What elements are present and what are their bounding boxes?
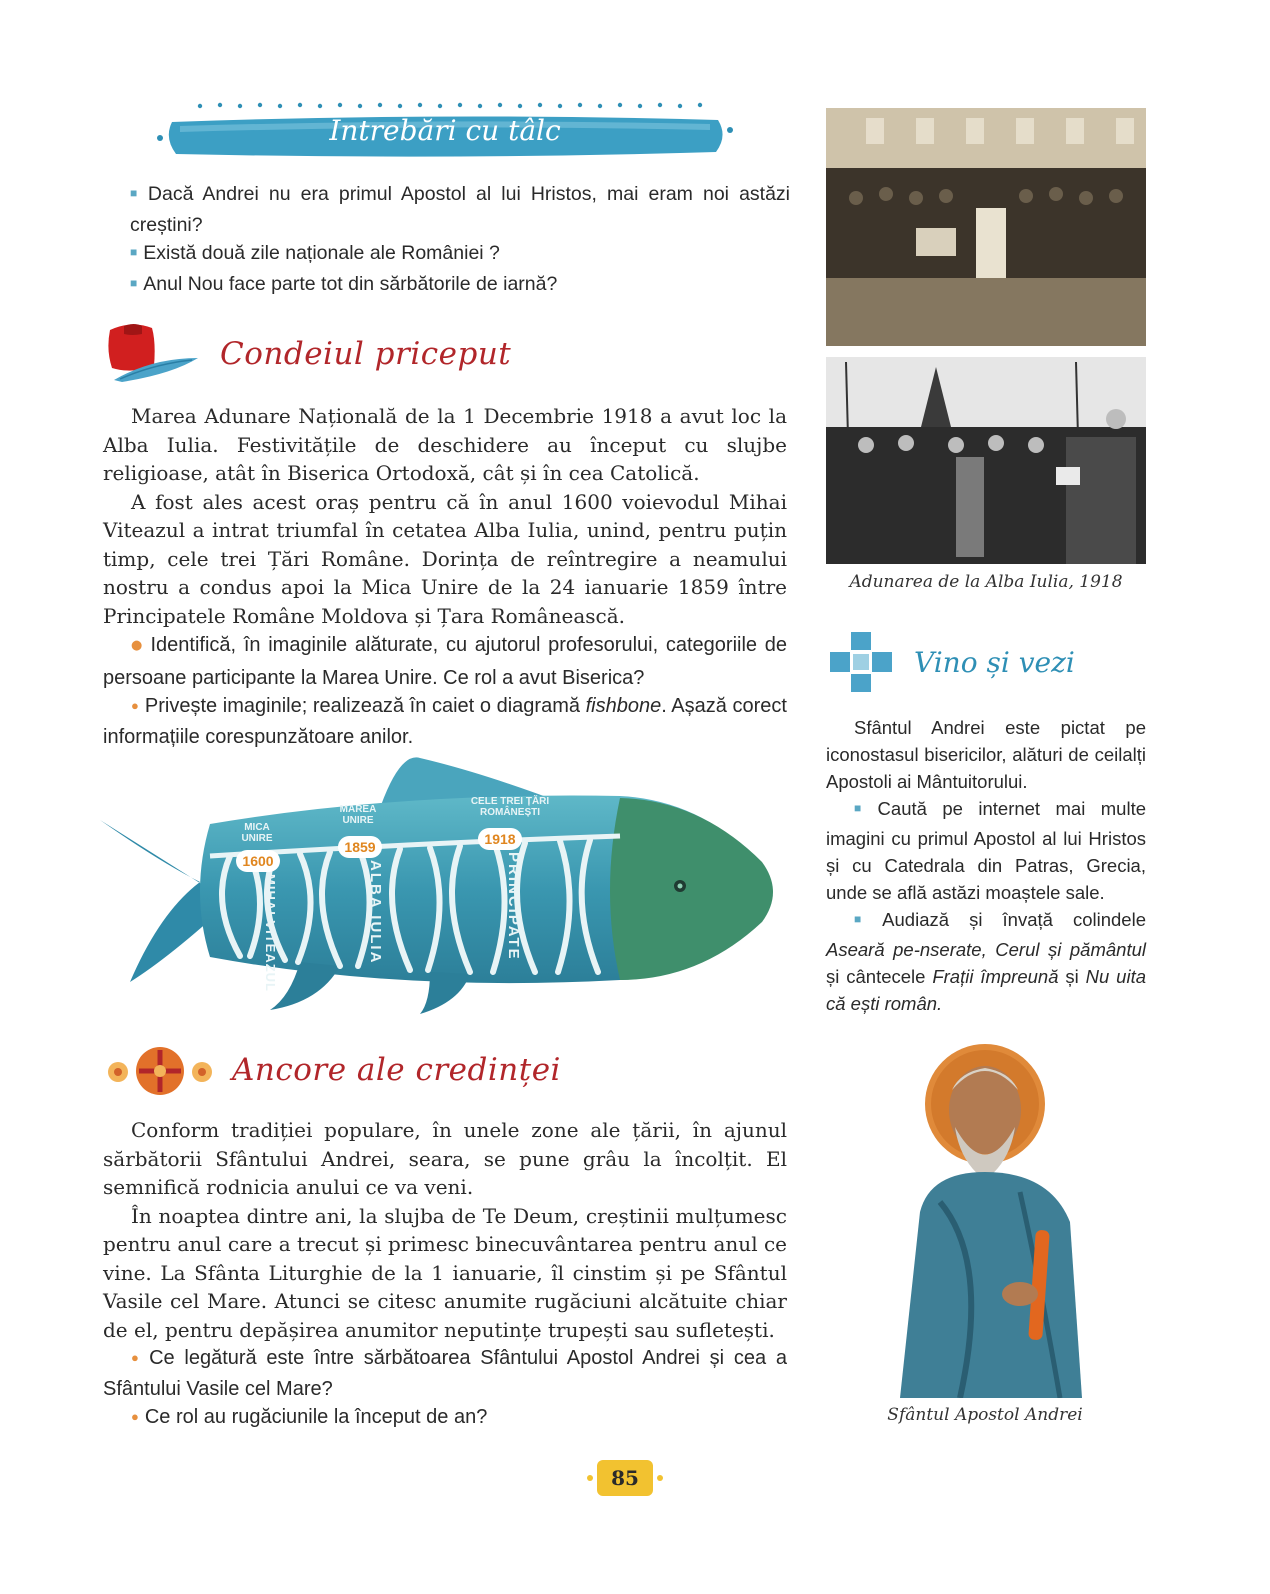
icon-caption: Sfântul Apostol Andrei — [887, 1405, 1083, 1425]
historic-photo-2 — [826, 357, 1146, 564]
fish-top-label: MAREA UNIRE — [339, 804, 377, 826]
fish-rib-label: ALBA IULIA — [367, 860, 384, 965]
task-text: Privește imaginile; realizează în caiet o diagramă — [144, 695, 586, 717]
mosaic-icon — [828, 630, 894, 694]
ornament-icon — [104, 1044, 216, 1098]
fish-illustration — [100, 752, 790, 1017]
task-text: și — [1058, 966, 1086, 987]
fishbone-diagram — [100, 752, 790, 1017]
task-item — [826, 906, 1146, 1017]
task-text: . Așază corect informațiile corespunzătoare anilor. — [103, 695, 787, 748]
fish-top-label: MICA UNIRE — [241, 822, 273, 844]
ancore-body — [103, 1116, 787, 1434]
task-emphasis: fishbone — [585, 695, 662, 717]
saint-andrew-icon-image — [900, 1032, 1090, 1398]
task-text: Audiază și învață colindele — [882, 909, 1146, 930]
paragraph: Conform tradiției populare, în unele zone ale țării, în ajunul sărbătorii Sfântului Andrei, seara, se pune grâu la încolțit. El semnifică rodnicia anului ce va veni. — [103, 1118, 787, 1199]
fish-rib-label: MIHAI VITEAZUL — [263, 874, 278, 992]
vino-title: Vino și vezi — [914, 646, 1075, 679]
carol-titles: Aseară pe-nserate, Cerul și pământul — [826, 939, 1146, 960]
paragraph: A fost ales acest oraș pentru că în anul 1600 voievodul Mihai Viteazul a intrat triumfal în cetatea Alba Iulia, unind, pentru puțin timp, cele trei Țări Române. Dorința de reîntregire a neamului nostru a condus apoi la Mica Unire de la 24 ianuarie 1859 între Principatele Române Moldova și Țara Românească. — [103, 489, 787, 628]
list-item: ■ Anul Nou face parte tot din sărbătorile de iarnă? — [130, 270, 790, 301]
fish-rib-label: PRINCIPATE — [505, 852, 522, 961]
task-item: ■ Caută pe internet mai multe imagini cu primul Apostol al lui Hristos și cu Catedrala din Patras, Grecia, unde se află astăzi moaștele sale. — [826, 795, 1146, 906]
intrebari-banner — [150, 100, 740, 170]
condeiul-body — [103, 402, 787, 751]
fish-year-badge: 1918 — [478, 828, 522, 850]
task-text: Identifică, în imaginile alăturate, cu ajutorul profesorului, categoriile de persoane participante la Marea Unire. Ce rol a avut Biserica? — [103, 634, 787, 689]
task-item: ● Ce rol au rugăciunile la început de an? — [103, 1403, 787, 1434]
page-number-badge — [585, 1458, 665, 1498]
ancore-title: Ancore ale credinței — [232, 1052, 561, 1088]
fish-year-badge: 1859 — [338, 836, 382, 858]
song-title: Frații împreună — [932, 966, 1059, 987]
intrebari-title: Întrebări cu tâlc — [329, 114, 561, 147]
photos-caption: Adunarea de la Alba Iulia, 1918 — [849, 572, 1123, 592]
task-item — [103, 692, 787, 751]
list-item: ■ Dacă Andrei nu era primul Apostol al lui Hristos, mai eram noi astăzi creștini? — [130, 180, 790, 239]
task-item: ● Ce legătură este între sărbătoarea Sfântului Apostol Andrei și cea a Sfântului Vasile cel Mare? — [103, 1344, 787, 1403]
fish-year-badge: 1600 — [236, 850, 280, 872]
page-number: 85 — [597, 1460, 653, 1496]
historic-photo-1 — [826, 108, 1146, 346]
song-title: Nu uita că ești român. — [826, 966, 1147, 1014]
vino-body — [826, 714, 1146, 1017]
task-item — [103, 630, 787, 692]
condeiul-title: Condeiul priceput — [220, 336, 512, 372]
intrebari-list — [130, 180, 790, 300]
fish-top-label: CELE TREI ȚĂRI ROMÂNEȘTI — [470, 796, 550, 818]
list-item: ■ Există două zile naționale ale României ? — [130, 239, 790, 270]
paragraph: În noaptea dintre ani, la slujba de Te Deum, creștinii mulțumesc pentru anul care a trecut și primesc binecuvântarea pentru anul ce vine. La Sfânta Liturghie de la 1 ianuarie, îl cinstim și pe Sfântul Vasile cel Mare. Atunci se citesc anumite rugăciuni alcătuite chiar de el, pentru depășirea anumitor neputințe trupești sau sufletești. — [103, 1203, 787, 1342]
task-text: și cântecele — [826, 966, 933, 987]
inkwell-icon — [102, 322, 200, 384]
paragraph: Marea Adunare Națională de la 1 Decembrie 1918 a avut loc la Alba Iulia. Festivitățile de deschidere au început cu slujbe religioase, atât în Biserica Ortodoxă, cât și în cea Catolică. — [103, 404, 787, 485]
paragraph: Sfântul Andrei este pictat pe iconostasul bisericilor, alături de ceilalți Apostoli ai Mântuitorului. — [826, 717, 1146, 792]
